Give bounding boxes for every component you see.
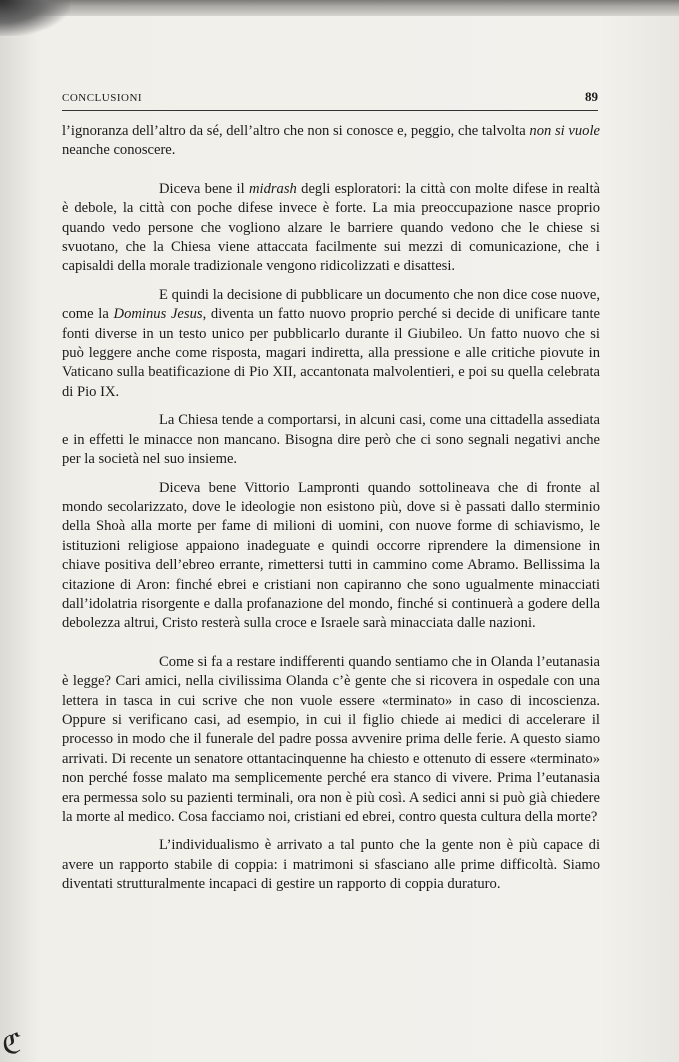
page-corner-shadow [0,0,70,36]
paragraph-3 [62,286,600,402]
page-number: 89 [585,89,598,104]
paragraph-1 [62,122,600,161]
running-head: CONCLUSIONI [62,92,143,104]
paragraph-5: Diceva bene Vittorio Lampronti quando sottolineava che di fronte al mondo secolarizzato, dove le ideologie non esistono più, dove si è passati dallo sterminio della Shoà alla morte per fame di milioni di uomini, con nuove forme di schiavismo, le istituzioni religiose appaiono inadeguate e quindi occorre riprendere la dimensione in chiave positiva dell’ebreo errante, rimettersi tutti in cammino come Abramo. Bellissima la citazione di Aron: finché ebrei e cristiani non capiranno che sono ugualmente minacciati dall’idolatria risorgente e dalla profanazione del mondo, finché si continuerà a godere della debolezza altrui, Cristo resterà sulla croce e Israele sarà minacciata dalle nazioni. [62,479,600,632]
paragraph-1-italic: non si vuole [529,123,601,139]
paragraph-2 [62,180,600,277]
paragraph-2-italic: midrash [248,180,297,197]
paragraph-4: La Chiesa tende a comportarsi, in alcuni casi, come una cittadella assediata e in effetti le minacce non mancano. Bisogna dire però che ci sono segnali negativi anche per la società nel suo insieme. [62,412,600,468]
page-header [62,88,598,111]
paragraph-6: Come si fa a restare indifferenti quando sentiamo che in Olanda l’eutanasia è legge? Cari amici, nella civilissima Olanda c’è gente che si ricovera in ospedale con una lettera in tasca in cui scrive che non vuole essere «terminato» in caso di incoscienza. Oppure si verificano casi, ad esempio, in cui il figlio chiede ai medici di accelerare il processo in modo che il funerale del padre possa avvenire prima delle ferie. A questo siamo arrivati. Di recente un senatore ottantacinquenne ha chiesto e ottenuto di essere «terminato» non perché fosse malato ma semplicemente perché era stanco di vivere. Prima l’eutanasia era permessa solo su pazienti terminali, ora non è più così. A sedici anni si può già chiedere la morte al medico. Cosa facciamo noi, cristiani ed ebrei, contro questa cultura della morte? [62,653,600,825]
page-top-edge-shadow [0,0,679,16]
page-edge-mark: ℭ [2,1029,22,1060]
paragraph-2-text-a: Diceva bene il [159,180,249,197]
paragraph-7: L’individualismo è arrivato a tal punto che la gente non è più capace di avere un rapporto stabile di coppia: i matrimoni si sfasciano alle prime difficoltà. Siamo diventati strutturalmente incapaci di gestire un rapporto di coppia duraturo. [62,837,600,893]
paragraph-2-text-c: degli esploratori: la città con molte difese in realtà è debole, la città con poche difese invece è forte. La mia preoccupazione nasce proprio quando vedo persone che vogliono alzare le barriere quando vedono che le chiese si svuotano, che la Chiesa viene attaccata facilmente sui mezzi di comunicazione, che i capisaldi della morale tradizionale vengono ridicolizzati e disattesi. [62,180,600,275]
paragraph-3-text-a: E quindi la decisione di pubblicare un documento che non dice cose nuove, come la [62,286,600,323]
paragraph-3-italic: Dominus Jesus [113,306,203,323]
body-text [62,122,600,895]
paragraph-1-text-a: l’ignoranza dell’altro da sé, dell’altro che non si conosce e, peggio, che talvolta [62,123,530,139]
paragraph-1-text-c: neanche conoscere. [62,142,176,159]
paragraph-3-text-c: , diventa un fatto nuovo proprio perché si decide di unificare tante fonti diverse in un testo unico per pubblicarlo durante il Giubileo. Un fatto nuovo che si può leggere anche come risposta, magari indiretta, alla pressione e alle critiche piovute in Vaticano sulla beatificazione di Pio XII, accantonata malvolentieri, e poi su quella celebrata di Pio IX. [62,306,600,400]
